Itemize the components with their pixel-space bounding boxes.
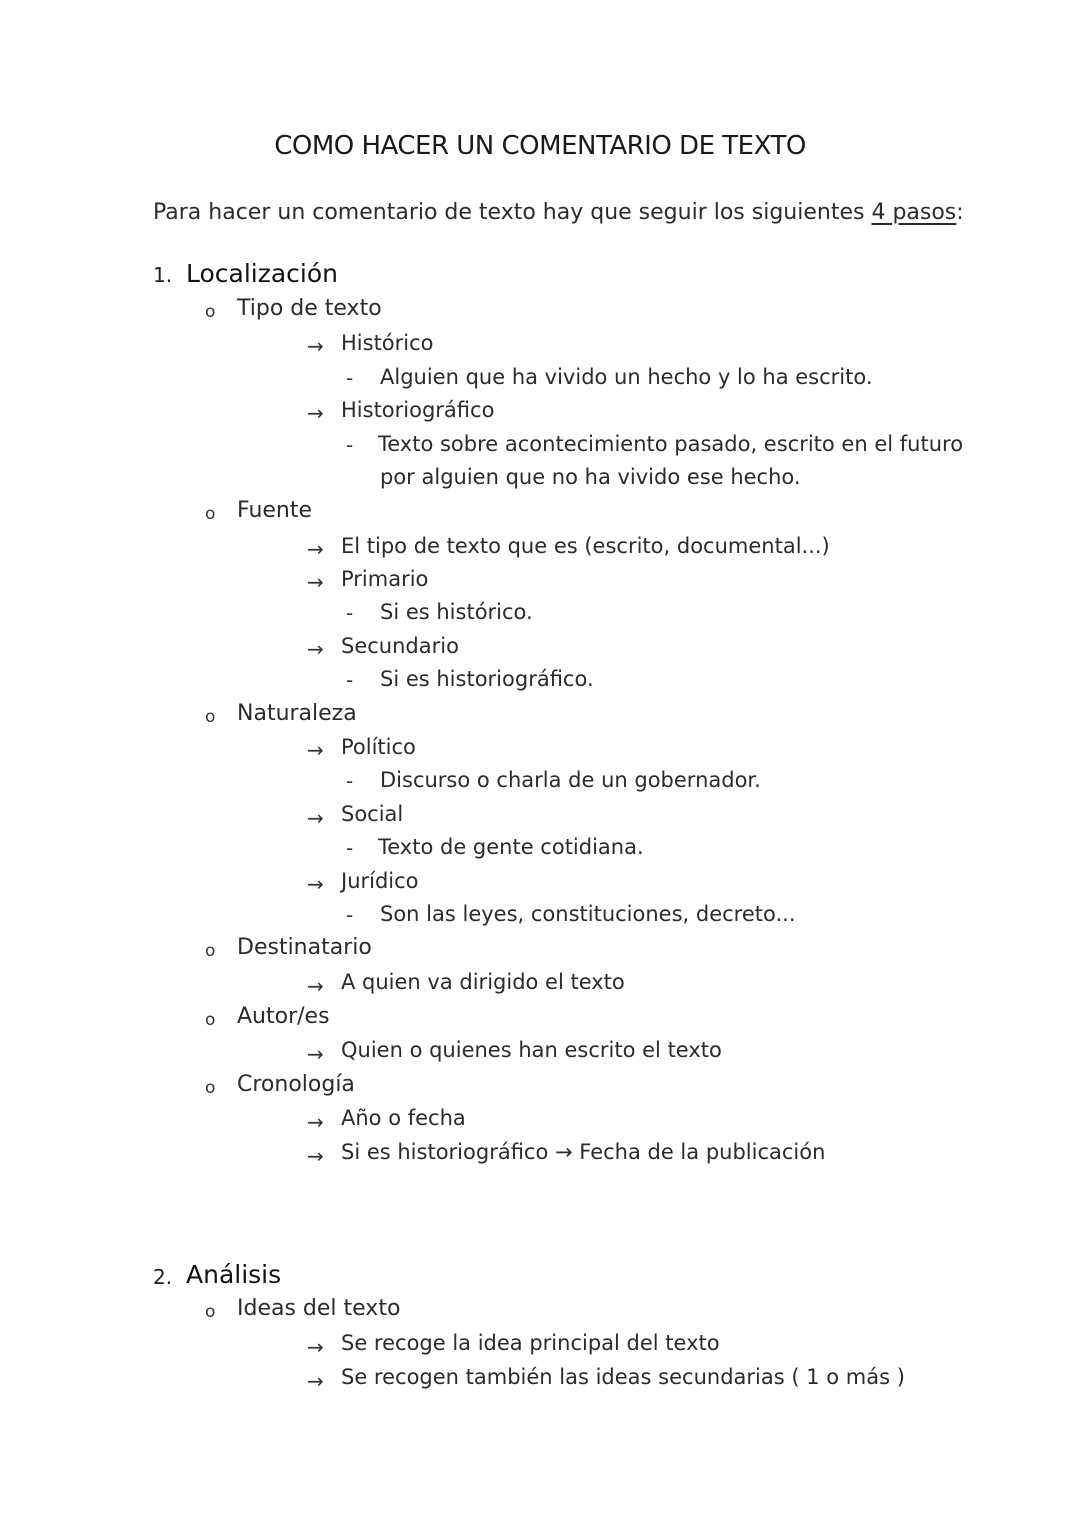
arrow-icon: → [307, 974, 324, 998]
arrow-icon: → [307, 1335, 324, 1359]
list-item-label: Destinatario [237, 935, 372, 960]
sub-item: Se recoge la idea principal del texto [341, 1331, 720, 1355]
arrow-icon: → [307, 570, 324, 594]
note-line: Son las leyes, constituciones, decreto... [380, 902, 796, 926]
section-number: 1. [153, 263, 173, 287]
arrow-icon: → [307, 1042, 324, 1066]
sub-item: El tipo de texto que es (escrito, documental...) [341, 534, 830, 558]
dash-icon: - [346, 668, 354, 692]
dash-icon: - [346, 903, 354, 927]
note-line: Si es historiográfico. [380, 667, 594, 691]
note-line: por alguien que no ha vivido ese hecho. [380, 465, 801, 489]
arrow-icon: → [307, 738, 324, 762]
bullet-icon: o [205, 1010, 216, 1030]
sub-item: Quien o quienes han escrito el texto [341, 1038, 722, 1062]
sub-item: Si es historiográfico → Fecha de la publicación [341, 1140, 826, 1164]
bullet-icon: o [205, 707, 216, 727]
arrow-icon: → [307, 806, 324, 830]
sub-item: Año o fecha [341, 1106, 466, 1130]
arrow-icon: → [307, 1369, 324, 1393]
sub-item: Social [341, 802, 404, 826]
intro-colon: : [956, 200, 964, 225]
bullet-icon: o [205, 504, 216, 524]
sub-item: Historiográfico [341, 398, 495, 422]
intro-underlined-steps: 4 pasos [871, 200, 957, 225]
bullet-icon: o [205, 302, 216, 322]
arrow-icon: → [307, 1110, 324, 1134]
list-item-label: Fuente [237, 498, 313, 523]
sub-item: Jurídico [341, 869, 419, 893]
section-title: Análisis [186, 1260, 282, 1289]
arrow-icon: → [307, 537, 324, 561]
arrow-icon: → [307, 637, 324, 661]
note-line: Alguien que ha vivido un hecho y lo ha escrito. [380, 365, 873, 389]
sub-item: A quien va dirigido el texto [341, 970, 625, 994]
note-line: Discurso o charla de un gobernador. [380, 768, 761, 792]
bullet-icon: o [205, 1302, 216, 1322]
arrow-icon: → [307, 1144, 324, 1168]
arrow-icon: → [307, 334, 324, 358]
list-item-label: Naturaleza [237, 701, 357, 726]
dash-icon: - [346, 769, 354, 793]
arrow-icon: → [307, 872, 324, 896]
list-item-label: Autor/es [237, 1004, 330, 1029]
note-line: Texto de gente cotidiana. [378, 835, 644, 859]
intro-paragraph [153, 202, 964, 224]
sub-item: Se recogen también las ideas secundarias ( 1 o más ) [341, 1365, 905, 1389]
list-item-label: Tipo de texto [237, 296, 382, 321]
sub-item: Secundario [341, 634, 459, 658]
sub-item: Histórico [341, 331, 434, 355]
dash-icon: - [346, 366, 354, 390]
arrow-icon: → [307, 401, 324, 425]
list-item-label: Ideas del texto [237, 1296, 401, 1321]
sub-item: Primario [341, 567, 429, 591]
section-number: 2. [153, 1265, 173, 1289]
page-title: COMO HACER UN COMENTARIO DE TEXTO [274, 131, 806, 161]
section-title: Localización [186, 259, 339, 288]
dash-icon: - [346, 836, 354, 860]
note-line: Si es histórico. [380, 600, 533, 624]
intro-text: Para hacer un comentario de texto hay que seguir los siguientes [153, 200, 872, 225]
dash-icon: - [346, 601, 354, 625]
note-line: Texto sobre acontecimiento pasado, escrito en el futuro [378, 432, 964, 456]
bullet-icon: o [205, 1078, 216, 1098]
list-item-label: Cronología [237, 1072, 355, 1097]
sub-item: Político [341, 735, 416, 759]
dash-icon: - [346, 433, 354, 457]
bullet-icon: o [205, 941, 216, 961]
